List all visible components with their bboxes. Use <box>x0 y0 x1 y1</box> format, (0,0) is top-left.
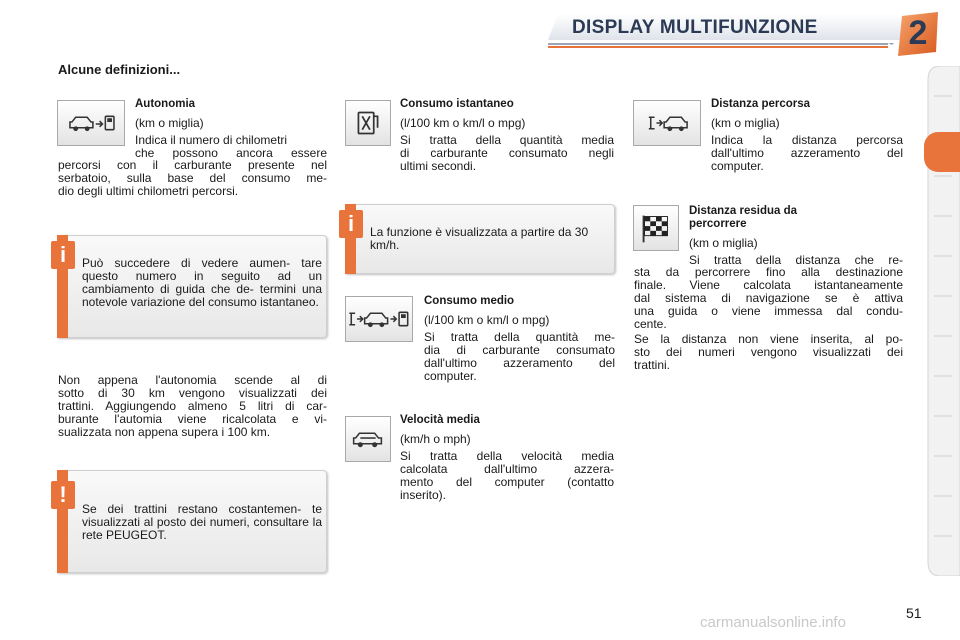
consumo-istantaneo-line-3: ultimi secondi. <box>400 159 477 173</box>
distanza-residua-body <box>634 266 903 331</box>
note-aumento-line-4: termini una notevole variazione del <box>82 282 322 309</box>
consumo-medio-block <box>424 295 615 383</box>
side-tab-active[interactable] <box>924 132 960 172</box>
page-title: DISPLAY MULTIFUNZIONE <box>572 17 818 38</box>
distanza-residua-line-2: sta da percorrere fino alla destinazione <box>634 265 903 279</box>
consumo-istantaneo-block <box>400 98 614 173</box>
checkered-flag-icon <box>633 205 679 251</box>
distanza-residua-body-2 <box>634 333 903 372</box>
distanza-residua-line-8: sto dei numeri vengono visualizzati dei <box>634 345 903 359</box>
info-icon: i <box>51 241 75 269</box>
distanza-residua-line-3: finale. Viene calcolata istantaneamente <box>634 278 903 292</box>
note-aumento-line-3: un cambiamento di guida che de- <box>82 269 323 296</box>
trattini-line-1: Non appena l'autonomia scende al di <box>58 373 327 387</box>
distanza-residua-heading-2: percorrere <box>689 218 747 230</box>
distanza-residua-line-7: Se la distanza non viene inserita, al po- <box>634 332 903 346</box>
distanza-residua-line-9: trattini. <box>634 358 671 372</box>
autonomia-line-5: dio degli ultimi chilometri percorsi. <box>58 184 239 198</box>
consumo-medio-heading: Consumo medio <box>424 295 515 307</box>
autonomia-line-4: serbatoio, sulla base del consumo me- <box>58 171 327 185</box>
trattini-line-5: sualizzata non appena supera i 100 km. <box>58 425 271 439</box>
velocita-media-block <box>400 414 614 502</box>
note-aumento-line-5: consumo istantaneo. <box>208 295 319 309</box>
info-icon: i <box>339 210 363 238</box>
consumo-istantaneo-heading: Consumo istantaneo <box>400 98 514 110</box>
note-30kmh-text <box>370 226 610 252</box>
consumo-medio-line-4: computer. <box>424 369 477 383</box>
note-peugeot-text <box>82 503 322 542</box>
distanza-percorsa-unit: (km o miglia) <box>711 116 780 130</box>
page-number: 51 <box>906 605 922 621</box>
trattini-line-4: burante l'automia viene ricalcolata e vi- <box>58 412 327 426</box>
consumo-medio-line-1: Si tratta della quantità me- <box>424 330 615 344</box>
warning-icon: ! <box>51 481 75 509</box>
distanza-residua-heading-1: Distanza residua da <box>689 205 798 217</box>
distanza-residua-unit: (km o miglia) <box>689 236 758 250</box>
autonomia-heading: Autonomia <box>135 98 196 110</box>
distanza-residua-line-1: Si tratta della distanza che re- <box>689 253 903 267</box>
watermark: carmanualsonline.info <box>700 614 846 631</box>
note-aumento-text <box>82 257 322 309</box>
consumo-medio-icon <box>345 296 413 342</box>
distanza-percorsa-line-1: Indica la distanza percorsa <box>711 133 903 147</box>
autonomia-body <box>58 159 327 198</box>
section-title: Alcune definizioni... <box>58 62 181 77</box>
distanza-percorsa-icon <box>633 100 701 146</box>
autonomia-line-2: che possono ancora essere <box>135 146 327 160</box>
info-note-aumento <box>57 235 327 338</box>
distanza-percorsa-heading: Distanza percorsa <box>711 98 811 110</box>
distanza-percorsa-line-3: computer. <box>711 159 764 173</box>
note-peugeot-line-3: consultare la rete PEUGEOT. <box>82 515 322 542</box>
velocita-media-line-4: inserito). <box>400 488 447 502</box>
trattini-line-2: sotto di 30 km vengono visualizzati dei <box>58 386 327 400</box>
note-aumento-line-1: Può succedere di vedere aumen- <box>82 256 291 270</box>
consumo-istantaneo-line-1: Si tratta della quantità media <box>400 133 614 147</box>
distanza-percorsa-block <box>711 98 903 173</box>
consumo-medio-unit: (l/100 km o km/l o mpg) <box>424 313 550 327</box>
chapter-number: 2 <box>908 14 928 52</box>
velocita-media-line-1: Si tratta della velocità media <box>400 449 614 463</box>
velocita-media-line-3: mento del computer (contatto <box>400 475 614 489</box>
autonomia-car-fuel-icon <box>57 100 125 146</box>
velocita-media-line-2: calcolata dall'ultimo azzera- <box>400 462 614 476</box>
info-note-30kmh <box>345 204 615 274</box>
consumo-istantaneo-unit: (l/100 km o km/l o mpg) <box>400 116 526 130</box>
trattini-line-3: trattini. Aggiungendo almeno 5 litri di car- <box>58 399 327 413</box>
distanza-residua-header <box>689 205 903 267</box>
autonomia-line-1: Indica il numero di chilometri <box>135 133 288 147</box>
autonomia-line-3: percorsi con il carburante presente nel <box>58 158 327 172</box>
note-peugeot-line-2: te visualizzati al posto dei numeri, <box>82 502 322 529</box>
note-30kmh-line-1: La funzione è visualizzata a partire <box>370 225 555 239</box>
consumo-istantaneo-line-2: di carburante consumato negli <box>400 146 614 160</box>
note-30kmh-line-2: da 30 km/h. <box>370 225 589 252</box>
autonomia-trattini-text <box>58 374 327 439</box>
consumo-medio-line-3: dall'ultimo azzeramento del <box>424 356 615 370</box>
note-aumento-line-2: tare questo numero in seguito ad <box>82 256 322 283</box>
fuel-pump-icon <box>345 100 391 146</box>
consumo-medio-line-2: dia di carburante consumato <box>424 343 615 357</box>
autonomia-unit: (km o miglia) <box>135 116 204 130</box>
distanza-residua-line-5: una guida o viene immessa dal condu- <box>634 304 903 318</box>
distanza-residua-line-6: cente. <box>634 317 667 331</box>
velocita-media-unit: (km/h o mph) <box>400 432 471 446</box>
distanza-residua-line-4: dal sistema di navigazione se è attiva <box>634 291 903 305</box>
velocita-media-heading: Velocità media <box>400 414 480 426</box>
autonomia-header <box>135 98 327 160</box>
distanza-percorsa-line-2: dall'ultimo azzeramento del <box>711 146 903 160</box>
car-speed-icon <box>345 416 391 462</box>
note-peugeot-line-1: Se dei trattini restano costantemen- <box>82 502 302 516</box>
warning-note-peugeot <box>57 470 327 573</box>
header-stripes <box>548 43 918 49</box>
